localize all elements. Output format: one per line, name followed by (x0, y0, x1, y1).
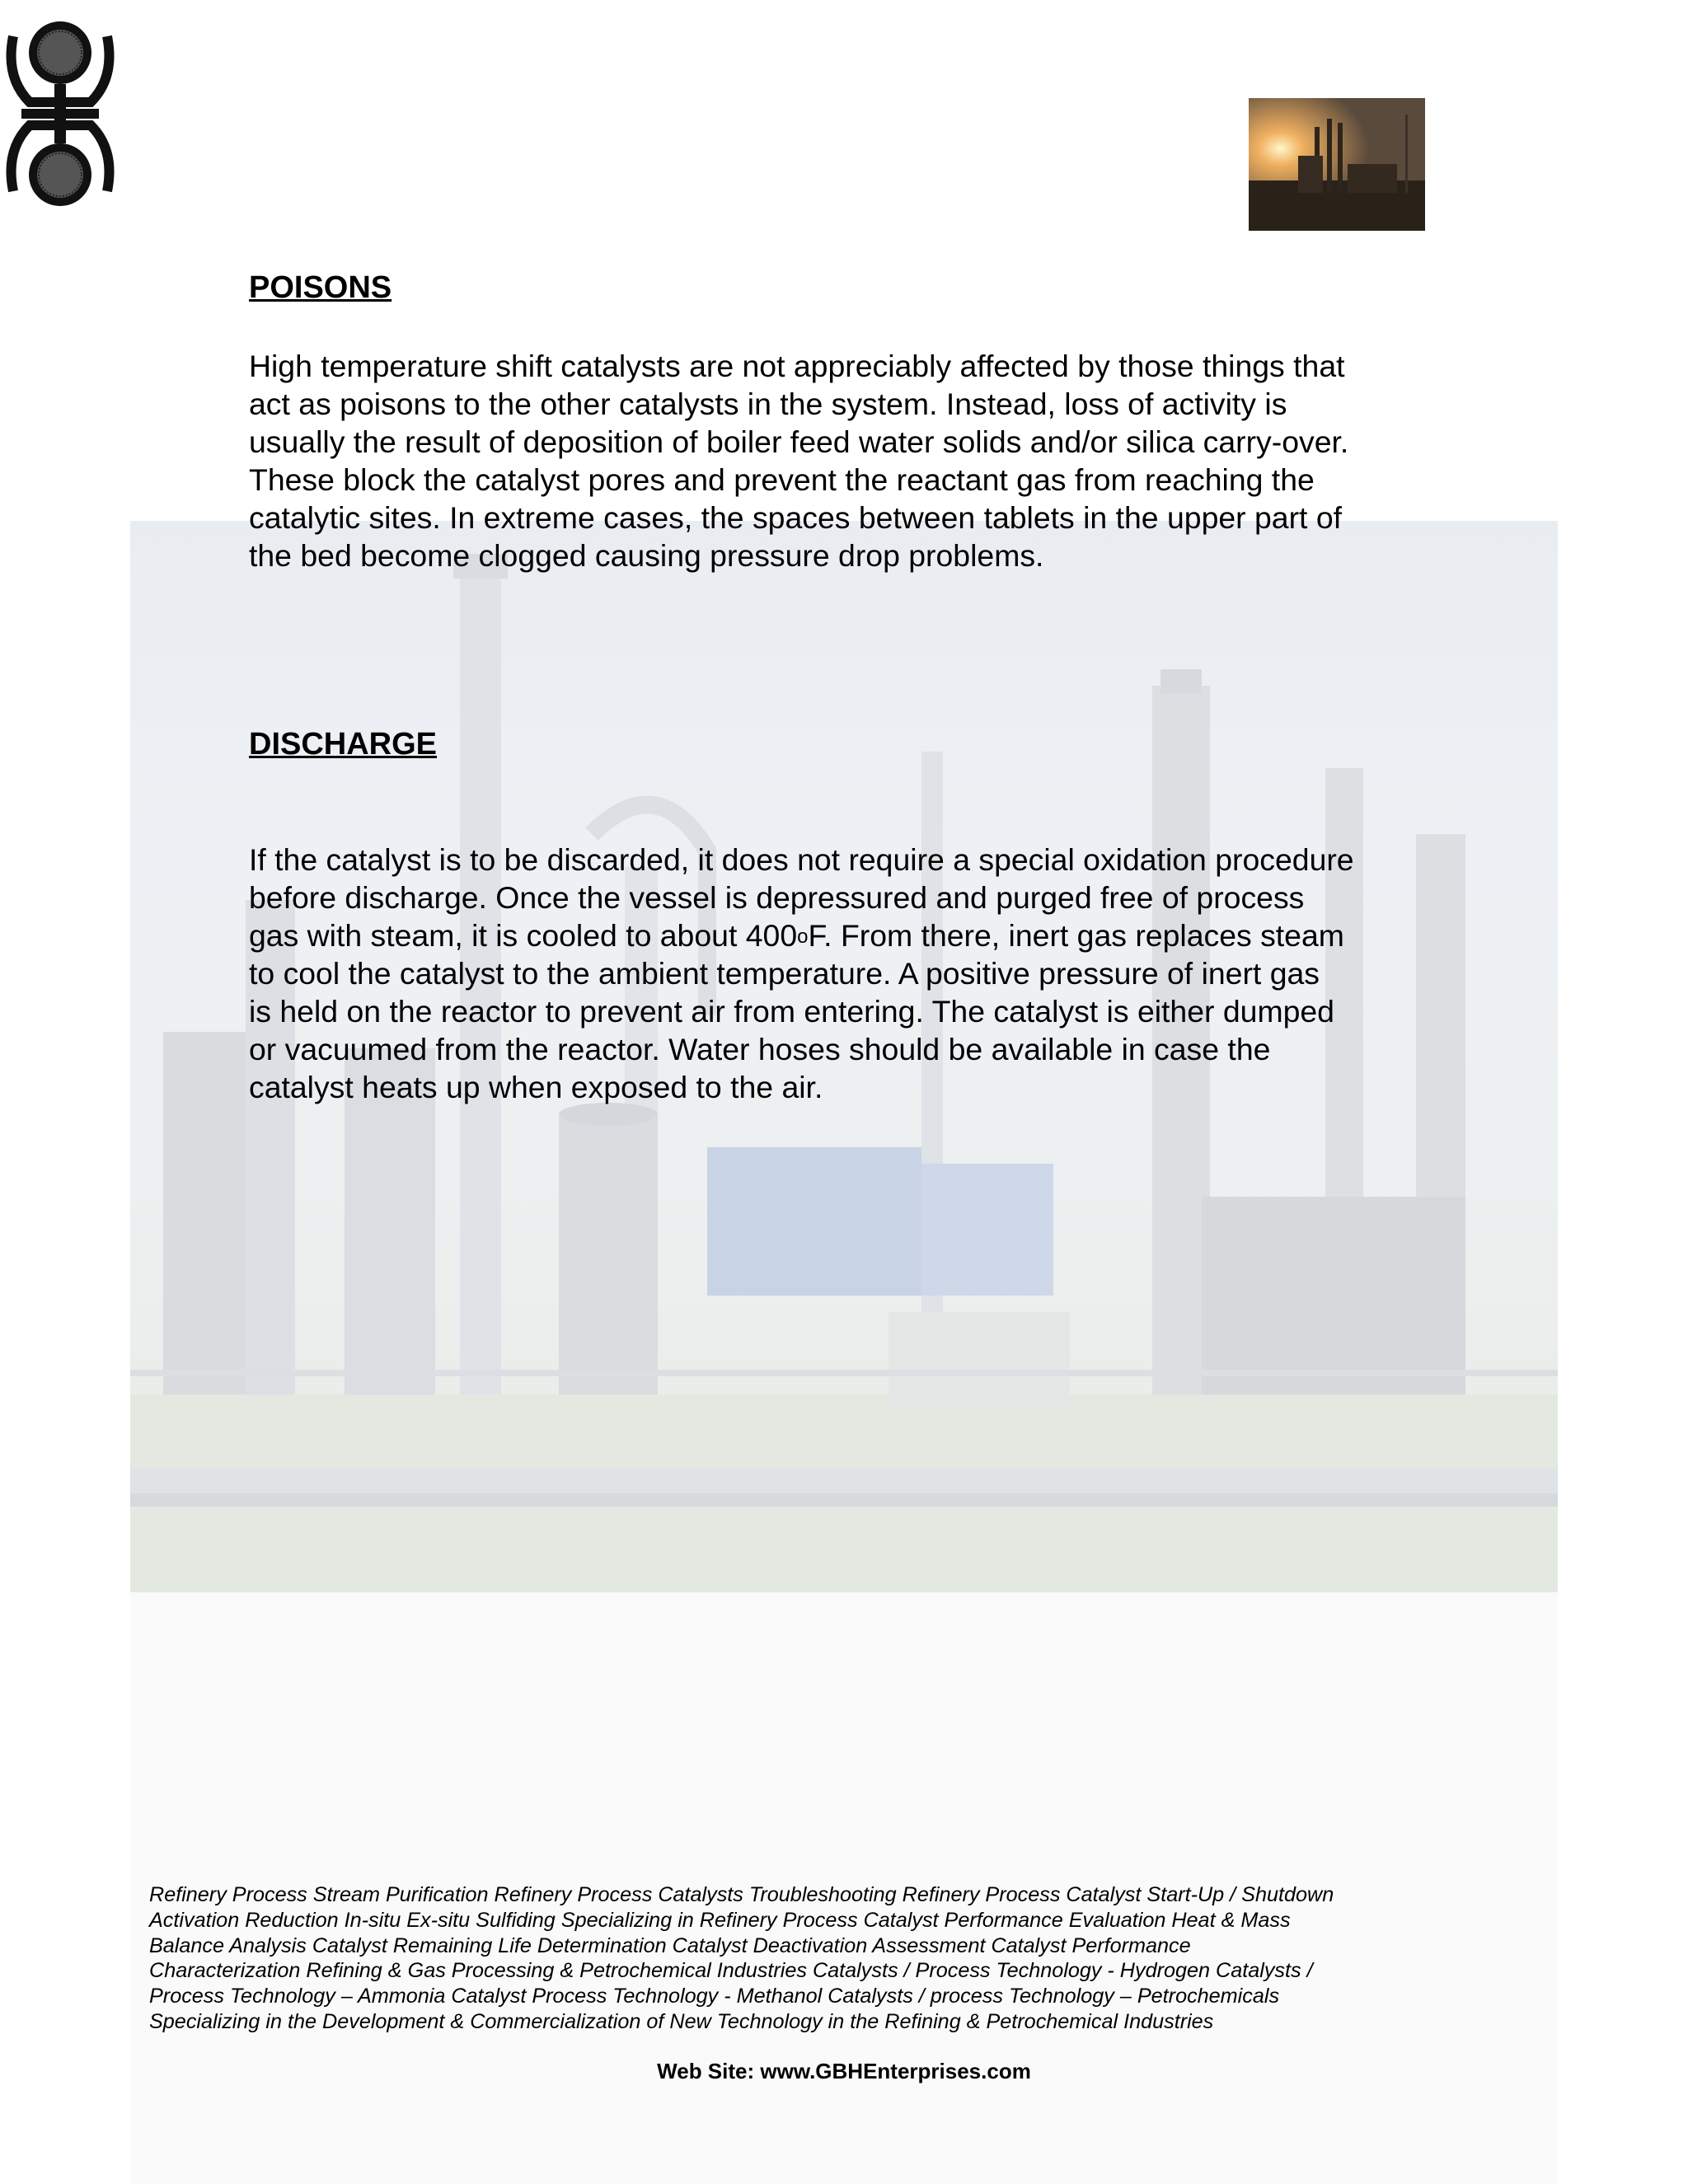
discharge-text-part-1: If the catalyst is to be discarded, it does not require a special oxidation procedure before discharge. Once the vessel is depressured and purged free of process gas with steam, it is cooled to about 400 (249, 842, 1354, 953)
discharge-text-part-2: F. From there, inert gas replaces steam to cool the catalyst to the ambient temperature. A positive pressure of inert gas is held on the reactor to prevent air from entering. The catalyst is either dumped or vacuumed from the reactor. Water hoses should be available in case the catalyst heats up when exposed to the air. (249, 918, 1344, 1104)
degree-superscript: o (797, 926, 809, 948)
gbh-logo-icon (5, 12, 115, 216)
footer-tagline: Refinery Process Stream Purification Refinery Process Catalysts Troubleshooting Refinery Process Catalyst Start-Up / Shutdown Activation Reduction In-situ Ex-situ Sulfiding Specializing in Refinery Process Catalyst Performance Evaluation Heat & Mass Balance Analysis Catalyst Remaining Life Determination Catalyst Deactivation Assessment Catalyst Performance Characterization Refining & Gas Processing & Petrochemical Industries Catalysts / Process Technology - Hydrogen Catalysts / Process Technology – Ammonia Catalyst Process Technology - Methanol Catalysts / process Technology – Petrochemicals Specializing in the Development & Commercialization of New Technology in the Refining & Petrochemical Industries (149, 1883, 1334, 2033)
refinery-sunset-photo (1249, 98, 1425, 231)
poisons-paragraph: High temperature shift catalysts are not appreciably affected by those things that act as poisons to the other catalysts in the system. Instead, loss of activity is usually the result of deposition of boiler feed water solids and/or silica carry-over. These block the catalyst pores and prevent the reactant gas from reaching the catalytic sites. In extreme cases, the spaces between tablets in the upper part of the bed become clogged causing pressure drop problems. (249, 349, 1349, 573)
section-heading-poisons: POISONS (249, 270, 392, 305)
discharge-paragraph (249, 841, 1452, 1106)
section-heading-discharge: DISCHARGE (249, 727, 438, 762)
footer-website: Web Site: www.GBHEnterprises.com (657, 2059, 1031, 2083)
